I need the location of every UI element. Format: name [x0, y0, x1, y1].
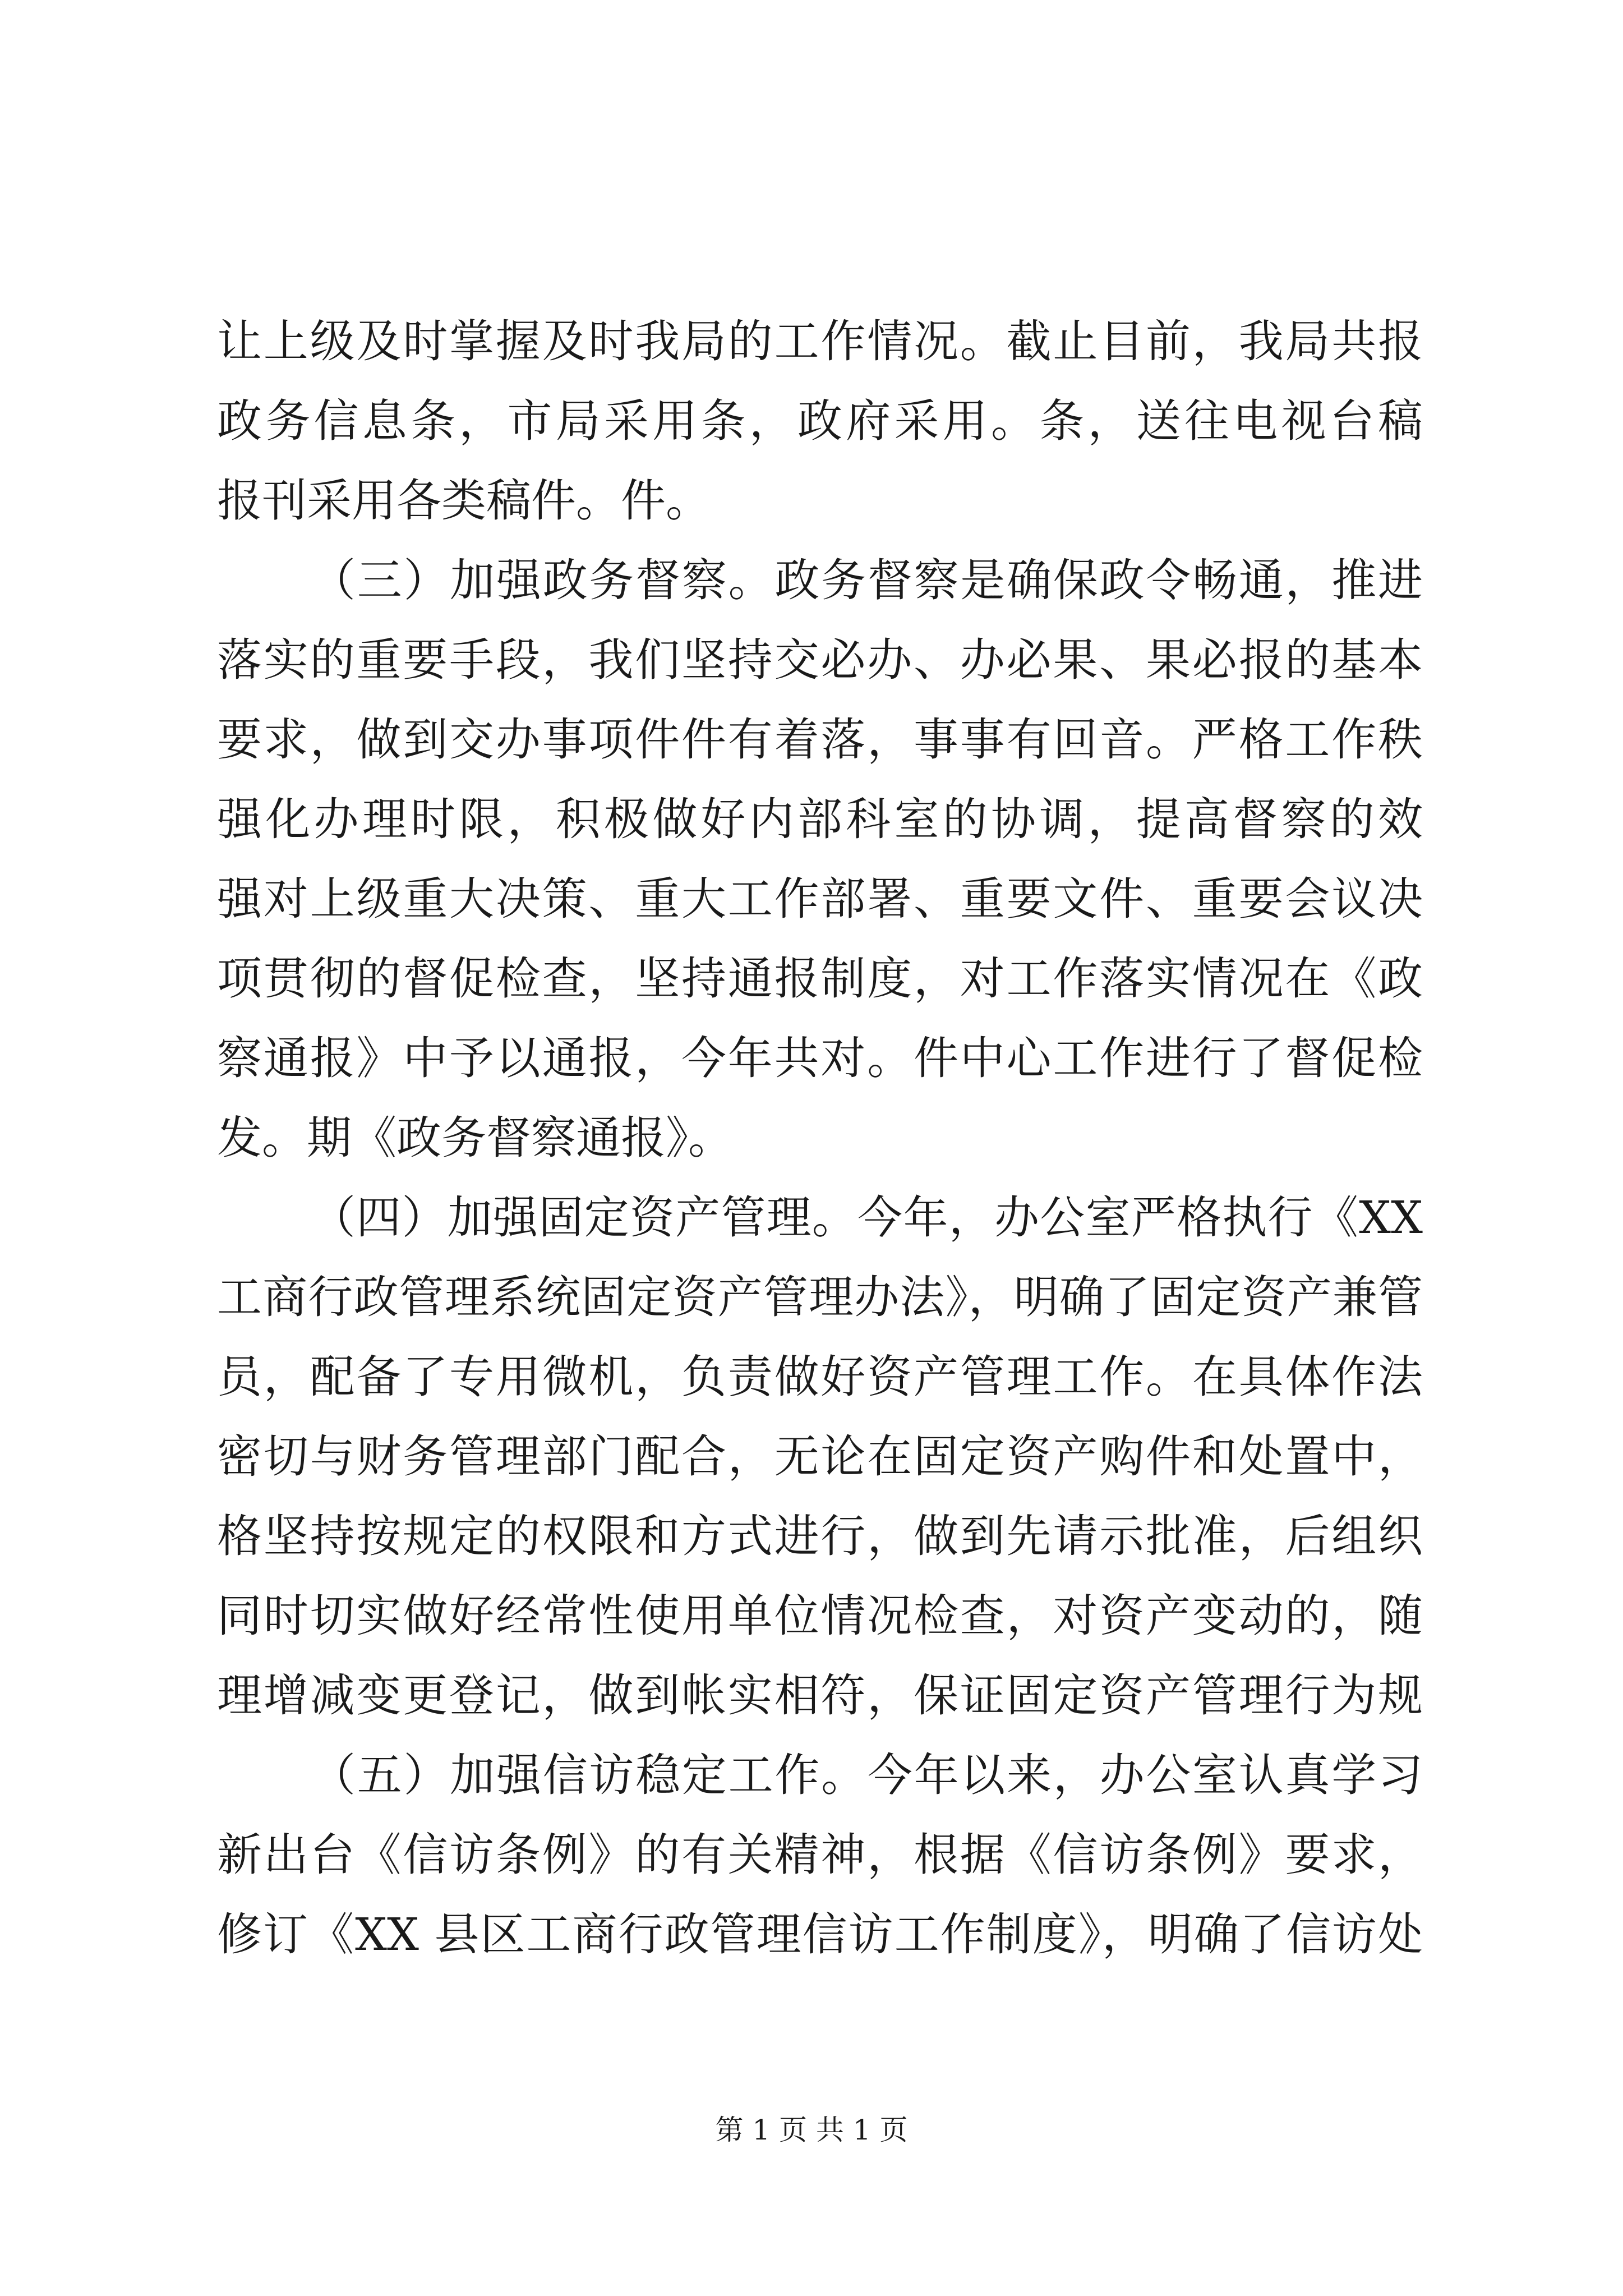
paragraph-first-line: （三）加强政务督察。政务督察是确保政令畅通，推进	[311, 554, 1423, 606]
text-line: 格坚持按规定的权限和方式进行，做到先请示批准，后组织	[217, 1510, 1423, 1562]
page-footer: 第 1 页 共 1 页	[715, 2114, 908, 2146]
paragraph-first-line: （四）加强固定资产管理。今年，办公室严格执行《XX	[311, 1191, 1423, 1244]
text-line: 让上级及时掌握及时我局的工作情况。截止目前，我局共报	[217, 315, 1423, 367]
paragraph-first-line: （五）加强信访稳定工作。今年以来，办公室认真学习	[311, 1749, 1423, 1801]
text-line: 理增减变更登记，做到帐实相符，保证固定资产管理行为规	[217, 1669, 1423, 1722]
text-line: 发。期《政务督察通报》。	[217, 1112, 733, 1164]
text-line: 员，配备了专用微机，负责做好资产管理工作。在具体作法	[217, 1351, 1423, 1403]
text-line: 察通报》中予以通报，今年共对。件中心工作进行了督促检	[217, 1032, 1423, 1084]
text-line: 密切与财务管理部门配合，无论在固定资产购件和处置中，	[217, 1430, 1423, 1483]
text-line: 政务信息条，市局采用条，政府采用。条，送往电视台稿	[217, 395, 1423, 447]
text-line: 修订《XX 县区工商行政管理信访工作制度》，明确了信访处	[217, 1908, 1423, 1961]
text-line: 要求，做到交办事项件件有着落，事事有回音。严格工作秩	[217, 714, 1423, 766]
text-line: 项贯彻的督促检查，坚持通报制度，对工作落实情况在《政	[217, 953, 1423, 1005]
text-line: 新出台《信访条例》的有关精神，根据《信访条例》要求，	[217, 1829, 1423, 1881]
text-line: 报刊采用各类稿件。件。	[217, 475, 711, 527]
text-line: 强化办理时限，积极做好内部科室的协调，提高督察的效	[217, 793, 1423, 845]
text-line: 工商行政管理系统固定资产管理办法》，明确了固定资产兼管	[217, 1271, 1423, 1323]
document-body	[217, 302, 1423, 1975]
text-line: 同时切实做好经常性使用单位情况检查，对资产变动的，随	[217, 1590, 1423, 1642]
text-line: 强对上级重大决策、重大工作部署、重要文件、重要会议决	[217, 873, 1423, 925]
text-line: 落实的重要手段，我们坚持交必办、办必果、果必报的基本	[217, 634, 1423, 686]
